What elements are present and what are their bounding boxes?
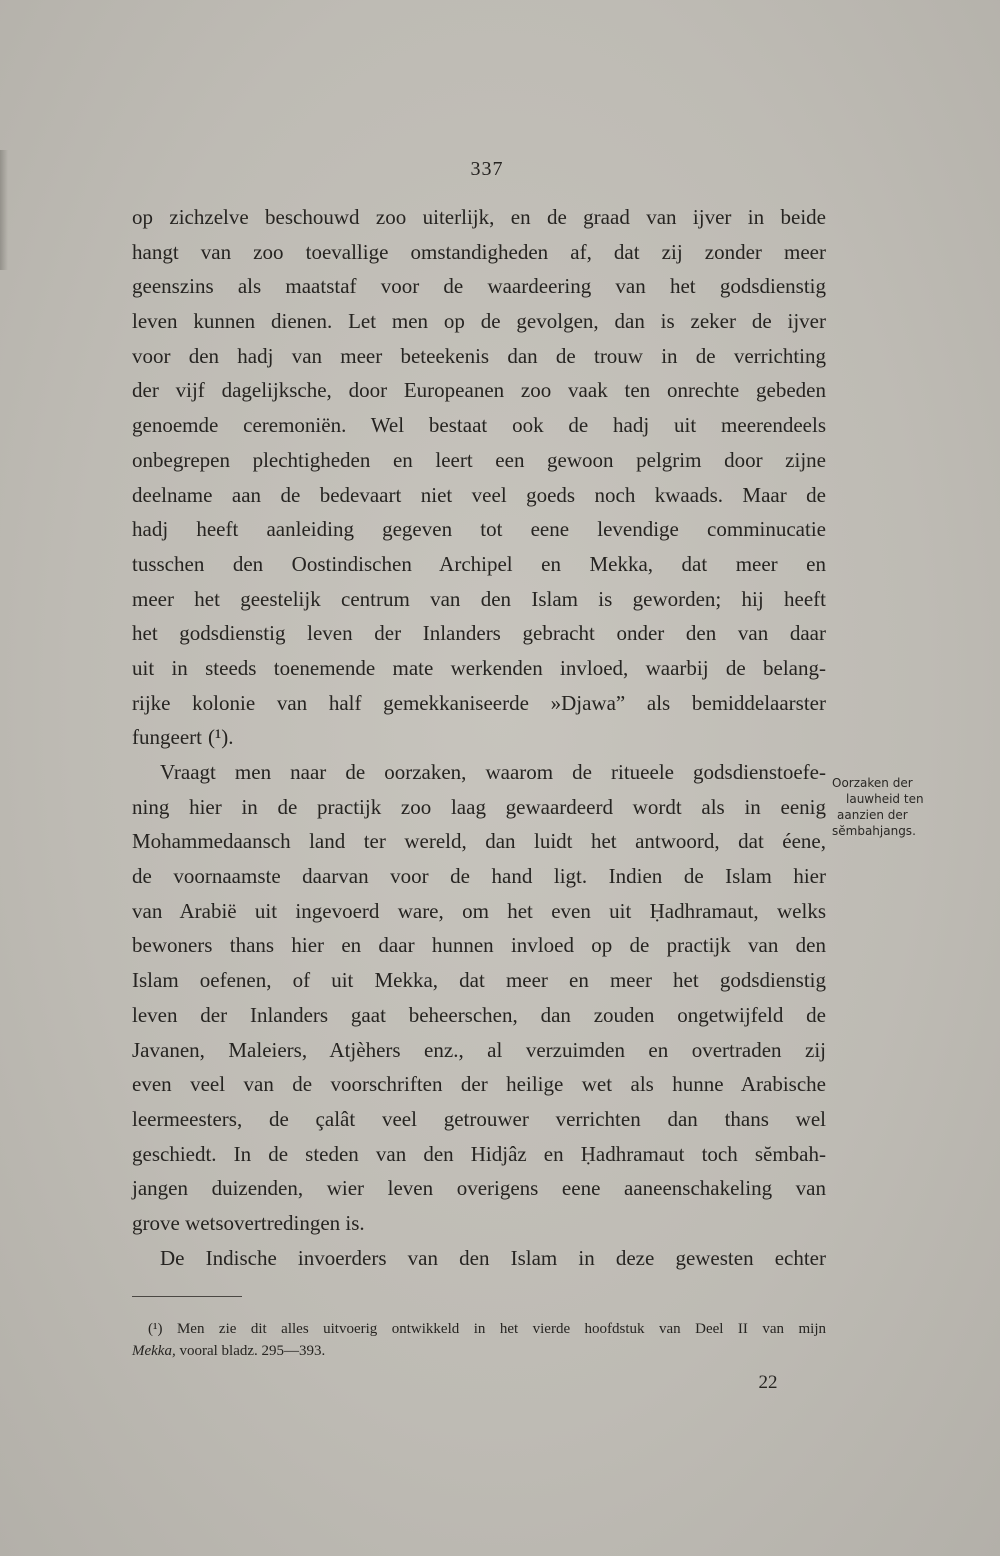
text-line-content: geenszins als maatstaf voor de waardeering van het godsdienstig <box>132 274 826 299</box>
text-line-content: genoemde ceremoniën. Wel bestaat ook de hadj uit meerendeels <box>132 413 826 438</box>
text-line <box>132 1241 826 1276</box>
footnote-text: Men zie dit alles uitvoerig ontwikkeld in het vierde hoofdstuk van Deel II van mijn <box>176 1321 827 1337</box>
text-line-content: leven der Inlanders gaat beheerschen, dan zouden ongetwijfeld de <box>132 1002 826 1027</box>
text-line <box>132 859 826 894</box>
text-line-content: tusschen den Oostindischen Archipel en Mekka, dat meer en <box>132 551 826 576</box>
text-line <box>132 1171 826 1206</box>
footnote-line-1 <box>132 1318 826 1340</box>
page-edge-shadow <box>0 150 8 270</box>
text-line <box>132 790 826 825</box>
text-line-content: der vijf dagelijksche, door Europeanen zoo vaak ten onrechte gebeden <box>132 378 826 403</box>
text-line-content: op zichzelve beschouwd zoo uiterlijk, en de graad van ijver in beide <box>132 205 826 229</box>
text-line <box>132 998 826 1033</box>
text-line-content: ning hier in de practijk zoo laag gewaardeerd wordt als in eenig <box>132 794 826 819</box>
text-line-content: leermeesters, de çalât veel getrouwer verrichten dan thans wel <box>132 1106 826 1131</box>
signature-mark: 22 <box>758 1372 778 1393</box>
text-line-content: meer het geestelijk centrum van den Islam is geworden; hij heeft <box>132 586 826 611</box>
text-line <box>132 339 826 374</box>
footnote-marker: (¹) <box>148 1321 163 1337</box>
text-line <box>132 1067 826 1102</box>
text-line <box>132 894 826 929</box>
text-line-content: Islam oefenen, of uit Mekka, dat meer en meer het godsdienstig <box>132 968 826 993</box>
text-line-content: leven kunnen dienen. Let men op de gevolgen, dan is zeker de ijver <box>132 309 826 334</box>
text-line-content: even veel van de voorschriften der heilige wet als hunne Arabische <box>132 1072 826 1097</box>
text-line <box>132 443 826 478</box>
text-line <box>132 373 826 408</box>
text-line <box>132 824 826 859</box>
text-line-content: hangt van zoo toevallige omstandigheden af, dat zij zonder meer <box>132 239 826 264</box>
text-line <box>132 1102 826 1137</box>
text-line <box>132 963 826 998</box>
margin-note-line: aanzien der <box>837 808 908 822</box>
text-line-content: voor den hadj van meer beteekenis dan de trouw in de verrichting <box>132 343 826 368</box>
text-line <box>132 304 826 339</box>
text-line-content: grove wetsovertredingen is. <box>132 1210 365 1235</box>
text-line <box>132 582 826 617</box>
footnote-pages: vooral bladz. 295—393. <box>175 1343 326 1359</box>
text-line <box>132 1206 826 1241</box>
text-line-content: hadj heeft aanleiding gegeven tot eene levendige comminucatie <box>132 517 826 542</box>
text-line-content: het godsdienstig leven der Inlanders gebracht onder den van daar <box>132 621 826 646</box>
text-line-content: de voornaamste daarvan voor de hand ligt. Indien de Islam hier <box>132 864 826 889</box>
text-line-content: Vraagt men naar de oorzaken, waarom de ritueele godsdienstoefe- <box>160 760 826 784</box>
text-line-content: Javanen, Maleiers, Atjèhers enz., al verzuimden en overtraden zij <box>132 1037 826 1062</box>
page-number: 337 <box>470 158 504 180</box>
text-line-content: Mohammedaansch land ter wereld, dan luidt het antwoord, dat éene, <box>132 829 826 854</box>
text-line <box>132 686 826 721</box>
text-line <box>132 408 826 443</box>
margin-note-line: lauwheid ten <box>846 792 924 806</box>
margin-note-line: sĕmbahjangs. <box>832 824 916 838</box>
text-line-content: jangen duizenden, wier leven overigens eene aaneenschakeling van <box>132 1176 826 1201</box>
text-line <box>132 1033 826 1068</box>
text-line <box>132 512 826 547</box>
text-line-content: fungeert <box>132 725 202 750</box>
footnote <box>132 1318 826 1362</box>
text-line-content: uit in steeds toenemende mate werkenden invloed, waarbij de belang- <box>132 655 826 680</box>
text-line-content: onbegrepen plechtigheden en leert een gewoon pelgrim door zijne <box>132 447 826 472</box>
text-line <box>132 1137 826 1172</box>
text-line <box>132 651 826 686</box>
text-line <box>132 720 826 755</box>
footnote-book-title: Mekka, <box>132 1343 176 1359</box>
text-line-content: geschiedt. In de steden van den Hidjâz en Ḥadhramaut toch sĕmbah- <box>132 1141 826 1166</box>
text-line <box>132 755 826 790</box>
text-line-content: deelname aan de bedevaart niet veel goeds noch kwaads. Maar de <box>132 482 826 507</box>
text-line <box>132 269 826 304</box>
margin-note <box>832 775 954 839</box>
footnote-reference: (¹). <box>207 725 234 750</box>
text-line-content: De Indische invoerders van den Islam in deze gewesten echter <box>160 1245 826 1270</box>
text-line-content: rijke kolonie van half gemekkaniseerde »Djawa” als bemiddelaarster <box>132 690 826 715</box>
text-line <box>132 616 826 651</box>
text-line <box>132 478 826 513</box>
footnote-divider <box>132 1296 242 1297</box>
text-line <box>132 928 826 963</box>
main-text <box>132 200 826 1275</box>
margin-note-line: Oorzaken der <box>832 776 913 790</box>
text-line <box>132 200 826 235</box>
text-line-content: bewoners thans hier en daar hunnen invloed op de practijk van den <box>132 933 826 958</box>
footnote-line-2 <box>132 1340 826 1362</box>
text-line-content: van Arabië uit ingevoerd ware, om het even uit Ḥadhramaut, welks <box>132 898 826 923</box>
text-line <box>132 547 826 582</box>
text-line <box>132 235 826 270</box>
